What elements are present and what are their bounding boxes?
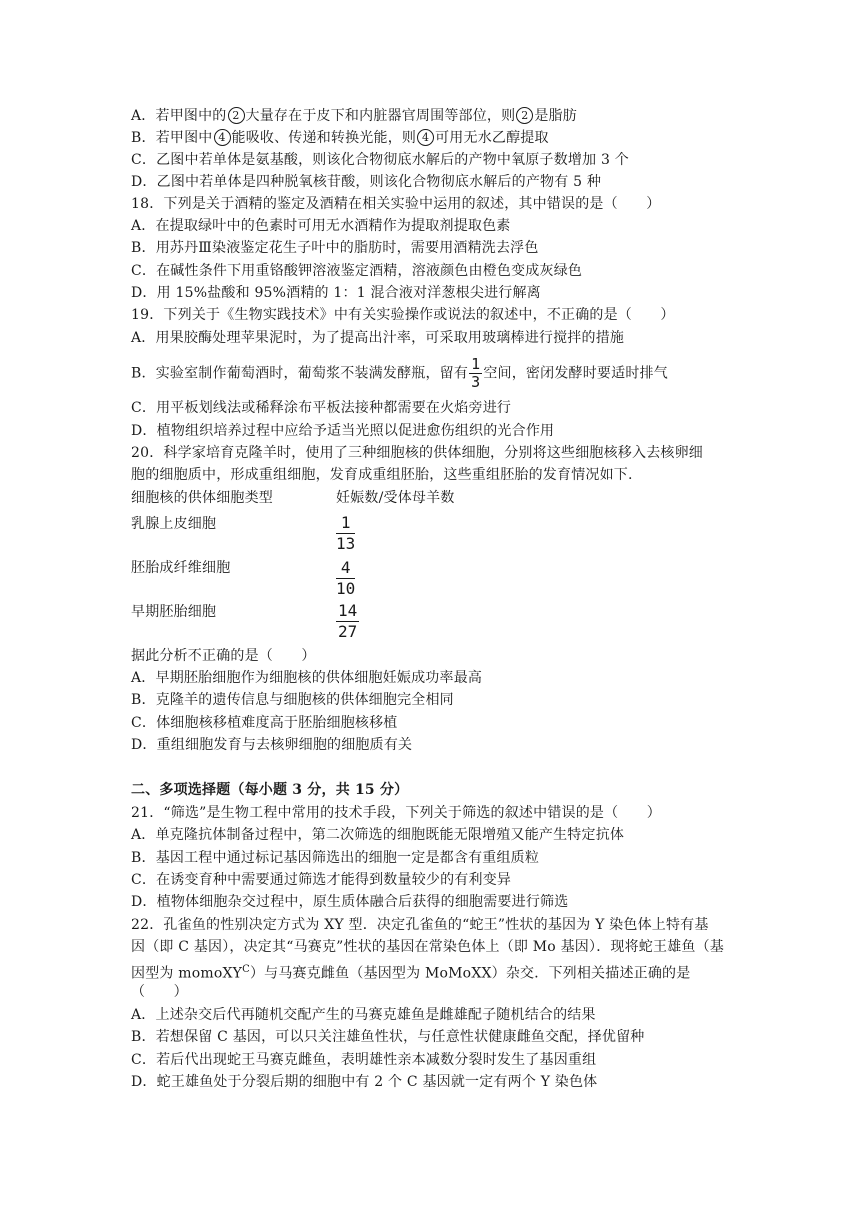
section-title: 二、多项选择题（每小题 3 分，共 15 分） xyxy=(131,782,409,798)
q19-option-a: A．用果胶酶处理苹果泥时，为了提高出汁率，可采取用玻璃棒进行搅拌的措施 xyxy=(131,330,625,346)
q19-option-d: D．植物组织培养过程中应给予适当光照以促进愈伤组织的光合作用 xyxy=(131,423,555,439)
q22-option-a: A．上述杂交后代再随机交配产生的马赛克雄鱼是雌雄配子随机结合的结果 xyxy=(131,1007,596,1023)
text-segment: 空间，密闭发酵时要适时排气 xyxy=(483,365,668,382)
table-header-type: 细胞核的供体细胞类型 xyxy=(131,490,273,506)
q21-option-c: C．在诱变育种中需要通过筛选才能得到数量较少的有利变异 xyxy=(131,872,512,888)
fraction-numerator: 1 xyxy=(336,513,355,534)
fraction-denominator: 13 xyxy=(336,534,356,553)
q22-stem-line4: （ ） xyxy=(131,984,188,1000)
q20-stem-line2: 胞的细胞质中，形成重组细胞，发育成重组胚胎，这些重组胚胎的发育情况如下. xyxy=(131,467,633,483)
q19-stem: 19．下列关于《生物实践技术》中有关实验操作或说法的叙述中，不正确的是（ ） xyxy=(131,307,675,323)
text-segment: A．若甲图中的 xyxy=(131,108,227,124)
q21-option-b: B．基因工程中通过标记基因筛选出的细胞一定是都含有重组质粒 xyxy=(131,850,540,866)
table-header-ratio: 妊娠数/受体母羊数 xyxy=(336,490,455,506)
text-segment: 可用无水乙醇提取 xyxy=(435,130,549,146)
q18-option-a: A．在提取绿叶中的色素时可用无水酒精作为提取剂提取色素 xyxy=(131,218,511,234)
fraction-numerator: 1 xyxy=(471,355,481,373)
q19-option-c: C．用平板划线法或稀释涂布平板法接种都需要在火焰旁进行 xyxy=(131,400,512,416)
text-segment: 因型为 momoXY xyxy=(131,965,243,982)
q18-option-b: B．用苏丹Ⅲ染液鉴定花生子叶中的脂肪时，需要用酒精洗去浮色 xyxy=(131,240,539,256)
q17-option-a xyxy=(131,106,577,126)
fraction-numerator: 14 xyxy=(338,601,358,620)
q17-option-d: D．乙图中若单体是四种脱氧核苷酸，则该化合物彻底水解后的产物有 5 种 xyxy=(131,174,602,190)
text-segment: B．实验室制作葡萄酒时，葡萄浆不装满发酵瓶，留有 xyxy=(131,365,469,382)
q22-option-c: C．若后代出现蛇王马赛克雌鱼，表明雄性亲本减数分裂时发生了基因重组 xyxy=(131,1052,597,1068)
text-segment: 大量存在于皮下和内脏器官周围等部位，则 xyxy=(245,108,516,124)
superscript: C xyxy=(242,964,250,975)
q21-stem: 21．“筛选”是生物工程中常用的技术手段，下列关于筛选的叙述中错误的是（ ） xyxy=(131,805,661,821)
q19-option-b xyxy=(131,356,668,391)
text-segment: 能吸收、传递和转换光能，则 xyxy=(231,130,417,146)
q17-option-b xyxy=(131,128,549,148)
fraction xyxy=(469,356,482,391)
q18-stem: 18．下列是关于酒精的鉴定及酒精在相关实验中运用的叙述，其中错误的是（ ） xyxy=(131,196,661,212)
q21-option-d: D．植物体细胞杂交过程中，原生质体融合后获得的细胞需要进行筛选 xyxy=(131,894,569,910)
circled-number: 2 xyxy=(516,107,533,124)
q20-option-b: B．克隆羊的遗传信息与细胞核的供体细胞完全相同 xyxy=(131,692,454,708)
circled-number: 4 xyxy=(214,129,231,146)
circled-number: 2 xyxy=(228,107,245,124)
q20-option-c: C．体细胞核移植难度高于胚胎细胞核移植 xyxy=(131,715,398,731)
table-row-type: 乳腺上皮细胞 xyxy=(131,516,217,532)
q20-ask: 据此分析不正确的是（ ） xyxy=(131,648,316,664)
q22-stem-line2: 因（即 C 基因），决定其“马赛克”性状的基因在常染色体上（即 Mo 基因）．现将蛇王雄鱼（基 xyxy=(131,939,724,955)
text-segment: ）与马赛克雌鱼（基因型为 MoMoXX）杂交．下列相关描述正确的是 xyxy=(249,965,691,982)
q22-option-d: D．蛇王雄鱼处于分裂后期的细胞中有 2 个 C 基因就一定有两个 Y 染色体 xyxy=(131,1074,598,1090)
text-segment: 是脂肪 xyxy=(534,108,577,124)
q20-stem-line1: 20．科学家培育克隆羊时，使用了三种细胞核的供体细胞，分别将这些细胞核移入去核卵细 xyxy=(131,445,704,461)
table-row-ratio xyxy=(336,558,355,599)
fraction-denominator: 27 xyxy=(338,622,358,641)
table-row-type: 早期胚胎细胞 xyxy=(131,604,217,620)
q20-option-a: A．早期胚胎细胞作为细胞核的供体细胞妊娠成功率最高 xyxy=(131,670,483,686)
fraction-denominator: 10 xyxy=(336,579,356,598)
q21-option-a: A．单克隆抗体制备过程中，第二次筛选的细胞既能无限增殖又能产生特定抗体 xyxy=(131,827,625,843)
table-row-ratio xyxy=(336,601,359,642)
fraction-numerator: 4 xyxy=(336,558,355,579)
q22-stem-line1: 22．孔雀鱼的性别决定方式为 XY 型．决定孔雀鱼的“蛇王”性状的基因为 Y 染色体上特有基 xyxy=(131,917,709,933)
q20-option-d: D．重组细胞发育与去核卵细胞的细胞质有关 xyxy=(131,737,413,753)
q18-option-d: D．用 15%盐酸和 95%酒精的 1：1 混合液对洋葱根尖进行解离 xyxy=(131,285,541,301)
q18-option-c: C．在碱性条件下用重铬酸钾溶液鉴定酒精，溶液颜色由橙色变成灰绿色 xyxy=(131,263,583,279)
fraction-denominator: 3 xyxy=(471,373,481,391)
table-row-type: 胚胎成纤维细胞 xyxy=(131,560,231,576)
table-row-ratio xyxy=(336,513,355,554)
circled-number: 4 xyxy=(417,129,434,146)
q17-option-c: C．乙图中若单体是氨基酸，则该化合物彻底水解后的产物中氧原子数增加 3 个 xyxy=(131,152,629,168)
q22-option-b: B．若想保留 C 基因，可以只关注雄鱼性状，与任意性状健康雌鱼交配，择优留种 xyxy=(131,1029,645,1045)
text-segment: B．若甲图中 xyxy=(131,130,213,146)
q22-stem-line3 xyxy=(131,960,690,984)
